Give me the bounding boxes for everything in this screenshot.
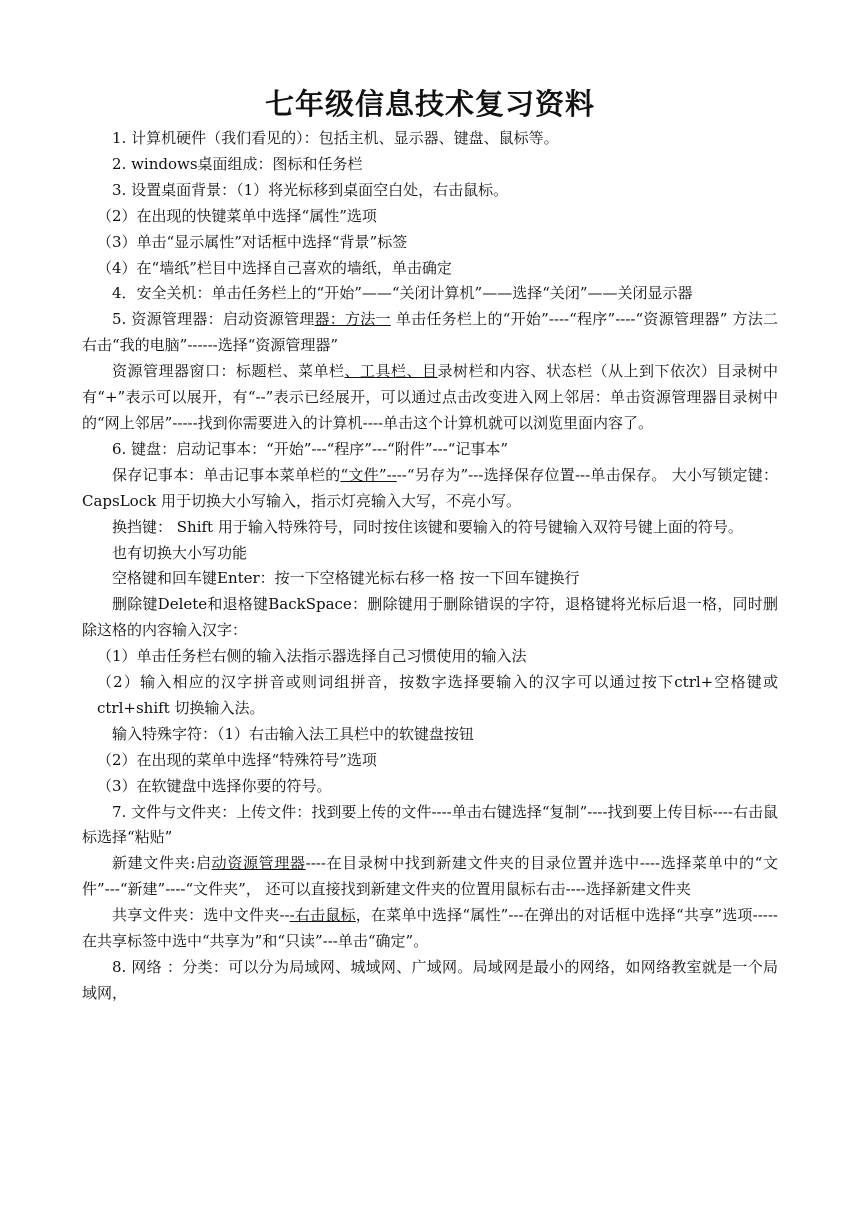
paragraph-new-folder: [82, 851, 778, 903]
paragraph-background-step3: （3）单击“显示属性”对话框中选择“背景”标签: [97, 232, 408, 251]
paragraph-share-folder: [82, 903, 778, 955]
paragraph-special-step2: （2）在出现的菜单中选择“特殊符号”选项: [97, 750, 377, 769]
paragraph-input-step1: （1）单击任务栏右侧的输入法指示器选择自己习惯使用的输入法: [97, 647, 527, 666]
paragraph-hardware: 1. 计算机硬件（我们看见的）：包括主机、显示器、键盘、鼠标等。: [112, 129, 559, 147]
document-title: 七年级信息技术复习资料: [264, 87, 595, 121]
paragraph-network: 8. 网络 ：分类：可以分为局域网、城域网、广域网。局域网是最小的网络，如网络教室就是一个局域网，: [82, 958, 778, 1002]
paragraph-delete: 删除键Delete和退格键BackSpace：删除键用于删除错误的字符，退格键将光标后退一格，同时删除这格的内容输入汉字：: [82, 595, 778, 640]
paragraph-keyboard: 6. 键盘：启动记事本：“开始”---“程序”---“附件”---“记事本”: [112, 439, 509, 458]
paragraph-explorer: [82, 307, 778, 359]
paragraph-case: 也有切换大小写功能: [112, 543, 248, 562]
paragraph-background-step4: （4）在“墙纸”栏目中选择自己喜欢的墙纸，单击确定: [97, 258, 452, 277]
text-run: ----在目录树中找到新建文件夹的目录位置并选中----选择菜单中的“文件”---“新建”----“文件夹”， 还可以直接找到新建文件夹的位置用鼠标右击----选择新建文件夹: [82, 854, 778, 899]
text-run: 5. 资源管理器：启动资源管理: [112, 310, 315, 329]
underlined-text: 动资源管理器: [211, 854, 306, 873]
text-run: 保存记事本：单击记事本菜单栏的: [112, 465, 341, 484]
text-run: ，在菜单中选择“属性”---在弹出的对话框中选择“共享”选项-----在共享标签中选中“共享为”和“只读”---单击“确定”。: [82, 906, 778, 951]
underlined-text: 、工具栏、目: [344, 362, 438, 381]
text-run: 资源管理器窗口：标题栏、菜单栏: [112, 362, 345, 381]
text-run: 共享文件夹：选中文件夹--: [112, 906, 290, 925]
paragraph-special-chars: 输入特殊字符：（1）右击输入法工具栏中的软键盘按钮: [112, 724, 475, 743]
paragraph-special-step3: （3）在软键盘中选择你要的符号。: [97, 776, 332, 795]
paragraph-save-notepad: [82, 463, 778, 515]
text-run: 单击任务栏上的“开始”----“程序”----“资源管理器” 方法二 右击“我的电脑”------选择“资源管理器”: [82, 310, 778, 355]
text-run: 录树栏和内容、状态栏（从上到下依次）目录树中有“+”表示可以展开，有“--”表示已经展开，可以通过点击改变进入网上邻居：单击资源管理器目录树中的“网上邻居”-----找到你需要进入的计算机----单击这个计算机就可以浏览里面内容了。: [82, 362, 778, 432]
paragraph-background-step2: （2）在出现的快键菜单中选择“属性”选项: [97, 206, 377, 225]
paragraph-space-enter: 空格键和回车键Enter：按一下空格键光标右移一格 按一下回车键换行: [112, 569, 580, 588]
paragraph-input-step2: （2）输入相应的汉字拼音或则词组拼音，按数字选择要输入的汉字可以通过按下ctrl+空格键或ctrl+shift 切换输入法。: [97, 673, 778, 717]
underlined-text: “文件”--: [340, 465, 397, 484]
underlined-text: 器：方法一: [314, 310, 391, 329]
paragraph-background: 3. 设置桌面背景：（1）将光标移到桌面空白处，右击鼠标。: [112, 180, 509, 199]
paragraph-desktop: 2. windows桌面组成：图标和任务栏: [112, 154, 363, 173]
paragraph-shift: 换挡键： Shift 用于输入特殊符号，同时按住该键和要输入的符号键输入双符号键上面的符号。: [112, 517, 743, 536]
paragraph-explorer-window: [82, 359, 778, 437]
underlined-text: -右击鼠标: [289, 906, 356, 925]
paragraph-files: 7. 文件与文件夹：上传文件：找到要上传的文件----单击右键选择“复制”----找到要上传目标----右击鼠标选择“粘贴”: [82, 802, 778, 847]
text-run: --“另存为”---选择保存位置---单击保存。 大小写锁定键：CapsLock 用于切换大小写输入，指示灯亮输入大写，不亮小写。: [82, 465, 778, 510]
paragraph-shutdown: 4．安全关机：单击任务栏上的“开始”——“关闭计算机”——选择“关闭”——关闭显示器: [112, 284, 693, 303]
text-run: 新建文件夹:启: [112, 854, 212, 873]
